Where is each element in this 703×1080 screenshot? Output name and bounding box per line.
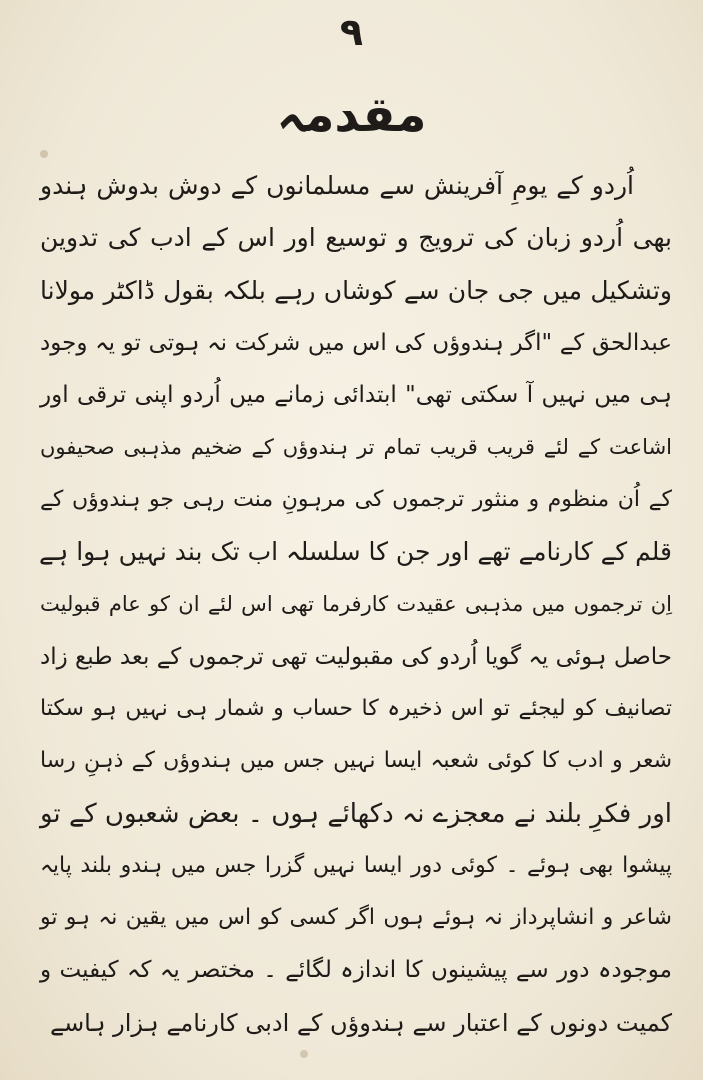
paper-spot xyxy=(300,1050,308,1058)
text-line: حاصل ہوئی یہ گویا اُردو کی مقبولیت تھی ترجموں کے بعد طبع زاد xyxy=(39,643,672,670)
text-line: کمیت دونوں کے اعتبار سے ہندوؤں کے ادبی کارنامے ہزار ہاسے xyxy=(50,1008,672,1037)
text-line: وتشکیل میں جی جان سے کوشاں رہے بلکہ بقول ڈاکٹر مولانا xyxy=(40,275,672,305)
text-line: بھی اُردو زبان کی ترویج و توسیع اور اس کے ادب کی تدوین xyxy=(40,223,672,253)
text-line: ہی میں نہیں آ سکتی تھی" ابتدائی زمانے میں اُردو اپنی ترقی اور xyxy=(40,382,672,409)
text-line: کے اُن منظوم و منثور ترجموں کی مرہونِ منت رہی جو ہندوؤں کے xyxy=(40,486,672,512)
text-line: اُردو کے یومِ آفرینش سے مسلمانوں کے دوش بدوش ہندو xyxy=(40,171,634,200)
text-line: اشاعت کے لئے قریب قریب تمام تر ہندوؤں کے ضخیم مذہبی صحیفوں xyxy=(40,435,672,460)
text-line: اور فکرِ بلند نے معجزے نہ دکھائے ہوں ۔ بعض شعبوں کے تو xyxy=(40,798,672,829)
text-line: تصانیف کو لیجئے تو اس ذخیرہ کا حساب و شمار ہی نہیں ہو سکتا xyxy=(40,695,672,721)
page-number: ۹ xyxy=(339,10,364,54)
text-line: پیشوا بھی ہوئے ۔ کوئی دور ایسا نہیں گزرا جس میں ہندو بلند پایہ xyxy=(40,852,672,878)
text-line: موجودہ دور سے پیشینوں کا اندازہ لگائے ۔ مختصر یہ کہ کیفیت و xyxy=(40,957,672,984)
text-line: قلم کے کارنامے تھے اور جن کا سلسلہ اب تک بند نہیں ہوا ہے xyxy=(38,537,672,567)
text-line: اِن ترجموں میں مذہبی عقیدت کارفرما تھی اس لئے ان کو عام قبولیت xyxy=(40,592,672,617)
text-line: شاعر و انشاپرداز نہ ہوئے ہوں اگر کسی کو اس میں یقین نہ ہو تو xyxy=(40,905,672,931)
text-line: شعر و ادب کا کوئی شعبہ ایسا نہیں جس میں ہندوؤں کے ذہنِ رسا xyxy=(40,748,672,774)
chapter-heading: مقدمہ xyxy=(276,87,427,143)
text-line: عبدالحق کے "اگر ہندوؤں کی اس میں شرکت نہ ہوتی تو یہ وجود xyxy=(40,329,672,356)
body-text xyxy=(40,160,672,1049)
paper-spot xyxy=(40,150,48,158)
